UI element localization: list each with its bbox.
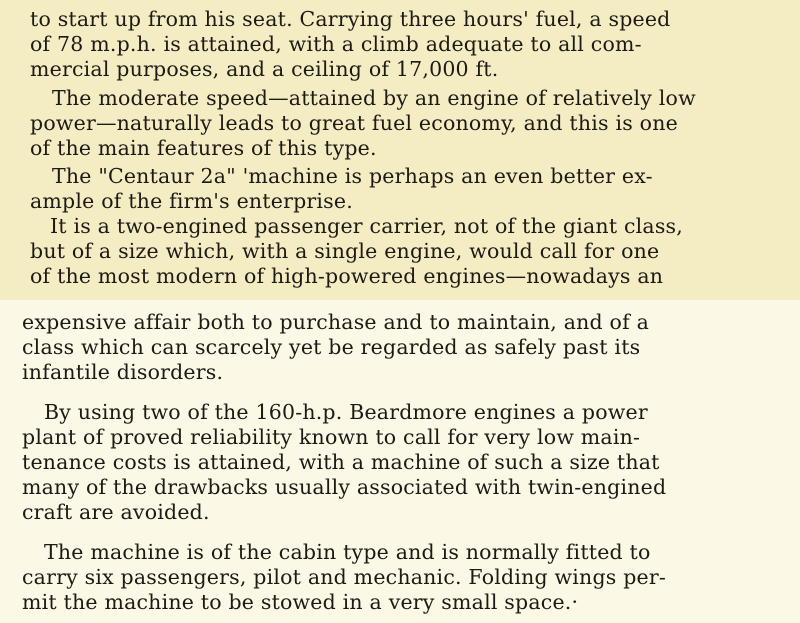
paragraph-start-line: By using two of the 160-h.p. Beardmore engines a power (44, 400, 648, 424)
text-line: plant of proved reliability known to call for very low main- (22, 425, 641, 449)
paragraph-start-line: The machine is of the cabin type and is normally fitted to (44, 540, 651, 564)
text-line: many of the drawbacks usually associated with twin-engined (22, 475, 667, 499)
text-line: carry six passengers, pilot and mechanic. Folding wings per- (22, 565, 666, 589)
text-line: mercial purposes, and a ceiling of 17,000 ft. (30, 57, 499, 81)
text-block-upper (0, 0, 800, 300)
paragraph-start-line: It is a two-engined passenger carrier, not of the giant class, (50, 214, 683, 238)
text-line: craft are avoided. (22, 500, 210, 524)
text-line: of 78 m.p.h. is attained, with a climb adequate to all com- (30, 32, 642, 56)
paragraph-start-line: The "Centaur 2a" 'machine is perhaps an even better ex- (52, 164, 653, 188)
text-line: class which can scarcely yet be regarded as safely past its (22, 335, 641, 359)
text-line: tenance costs is attained, with a machine of such a size that (22, 450, 660, 474)
text-line: infantile disorders. (22, 360, 224, 384)
text-line: mit the machine to be stowed in a very small space.· (22, 590, 579, 614)
text-line: but of a size which, with a single engine, would call for one (30, 239, 660, 263)
text-line: ample of the firm's enterprise. (30, 189, 353, 213)
text-line: expensive affair both to purchase and to maintain, and of a (22, 310, 650, 334)
text-line: power—naturally leads to great fuel economy, and this is one (30, 111, 678, 135)
text-line: to start up from his seat. Carrying three hours' fuel, a speed (30, 7, 671, 31)
text-line: of the most modern of high-powered engines—nowadays an (30, 264, 664, 288)
text-line: of the main features of this type. (30, 136, 377, 160)
paragraph-start-line: The moderate speed—attained by an engine of relatively low (52, 86, 696, 110)
text-block-lower (0, 300, 800, 623)
